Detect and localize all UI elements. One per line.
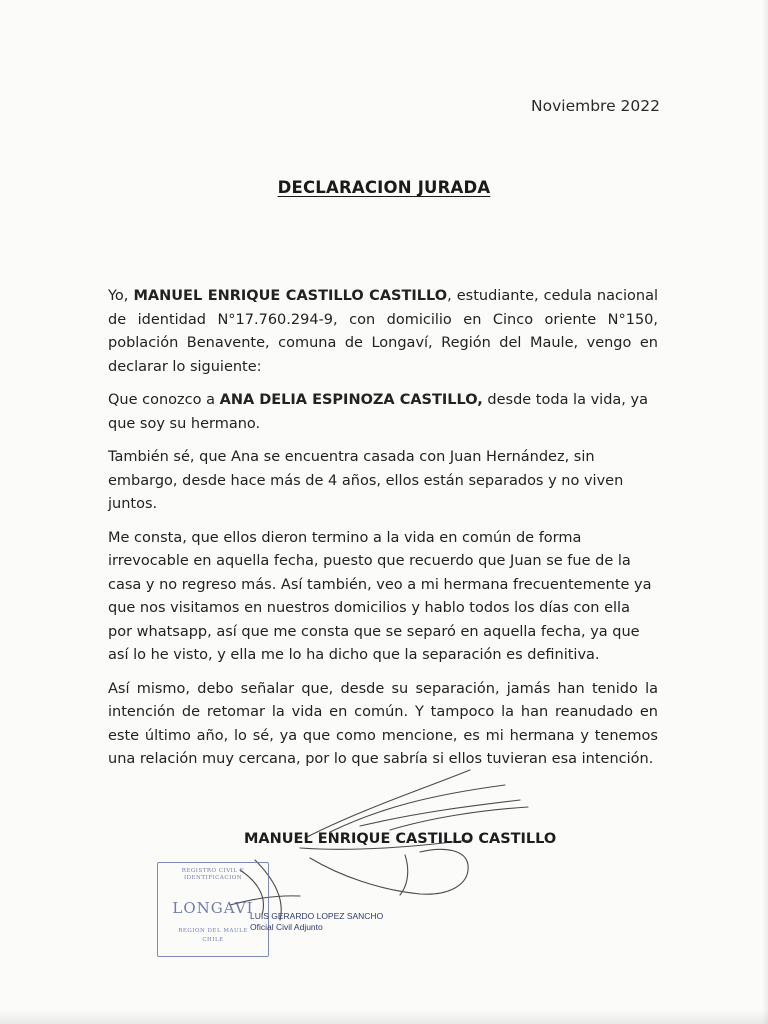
sister-name: ANA DELIA ESPINOZA CASTILLO, (219, 392, 483, 408)
page-edge-shadow (762, 0, 768, 1024)
stamp-city: LONGAVI (172, 899, 254, 917)
paragraph-marriage: También sé, que Ana se encuentra casada con Juan Hernández, sin embargo, desde hace más de 4 años, ellos están separados y no viven juntos. (108, 449, 624, 512)
stamp-top-text: REGISTRO CIVIL E IDENTIFICACION (181, 868, 245, 881)
page-bottom-shadow (0, 1010, 768, 1024)
paragraph-separation: Me consta, que ellos dieron termino a la vida en común de forma irrevocable en aquella fecha, puesto que recuerdo que Juan se fue de la casa y no regreso más. Así también, veo a mi hermana frecuentemente ya que nos visitamos en nuestros domicilios y hablo todos los días con ella por whatsapp, así que me consta que se separó en aquella fecha, ya que así lo he visto, y ella me lo ha dicho que la separación es definitiva. (108, 529, 652, 663)
paragraph-final: Así mismo, debo señalar que, desde su separación, jamás han tenido la intención de retomar la vida en común. Y tampoco la han reanudado en este último año, lo sé, ya que como mencione, es mi hermana y tenemos una relación muy cercana, por lo que sabría si ellos tuvieran esa intención. (108, 680, 658, 767)
officer-name: LUIS GERARDO LOPEZ SANCHO (250, 911, 384, 921)
document-date: Noviembre 2022 (531, 97, 660, 115)
p2-text-b: desde toda la vida, ya que soy su hermano. (108, 392, 648, 432)
p1-text-b: , estudiante, cedula nacional de identidad N°17.760.294-9, con domicilio en Cinco oriente N°150, población Benavente, comuna de Longaví, Región del Maule, vengo en declarar lo siguiente: (108, 288, 658, 375)
civil-registry-stamp (157, 862, 269, 957)
paragraph-identity (108, 285, 658, 379)
stamp-country: CHILE (202, 937, 224, 943)
signature-name: MANUEL ENRIQUE CASTILLO CASTILLO (244, 831, 557, 847)
officer-stamp (250, 911, 383, 933)
paragraph-relationship (108, 389, 658, 436)
declarant-name: MANUEL ENRIQUE CASTILLO CASTILLO (133, 288, 448, 304)
document-title: DECLARACION JURADA (277, 178, 491, 197)
officer-role: Oficial Civil Adjunto (250, 922, 323, 932)
p1-text-a: Yo, (108, 288, 134, 304)
declaration-body (108, 285, 658, 782)
stamp-region: REGION DEL MAULE (178, 928, 248, 934)
p2-text-a: Que conozco a (108, 392, 220, 408)
document-title-wrap (0, 178, 768, 197)
